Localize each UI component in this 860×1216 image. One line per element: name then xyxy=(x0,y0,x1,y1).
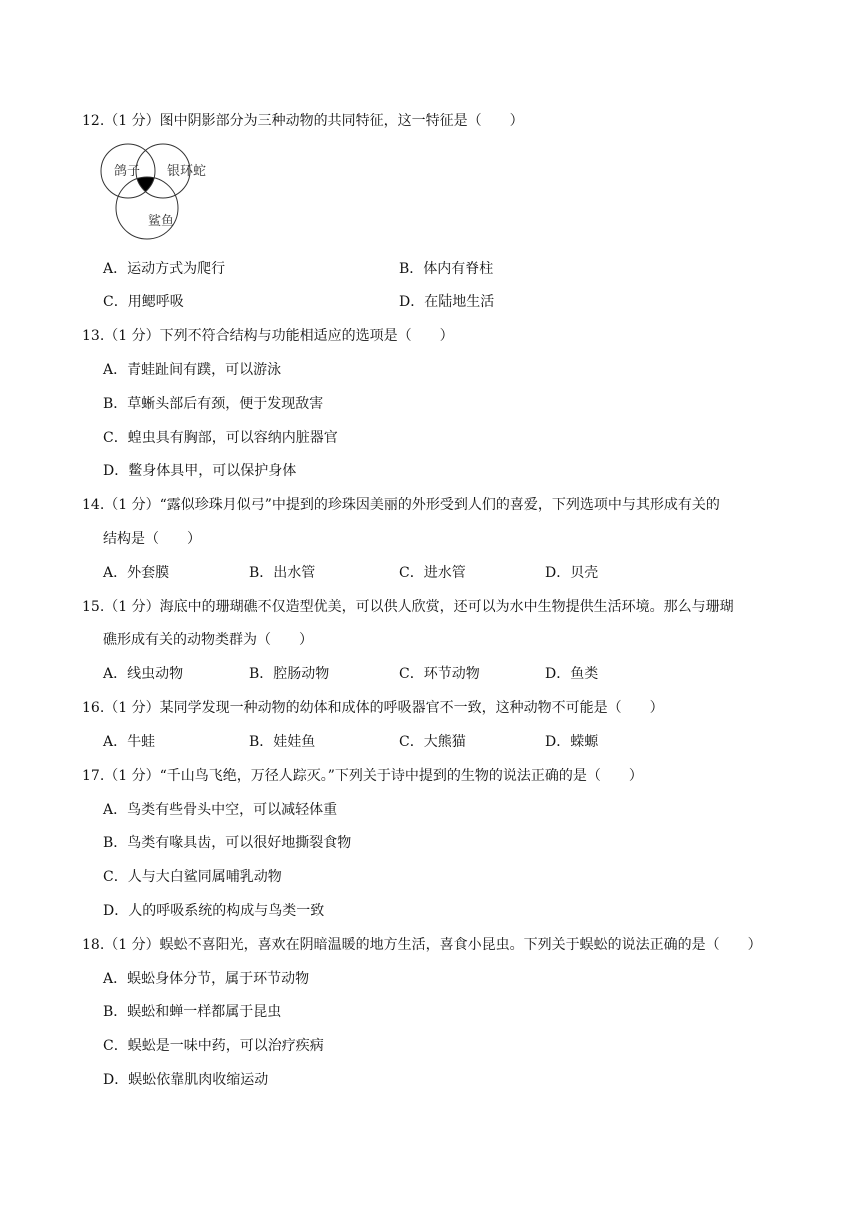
q15-option-d[interactable]: D．鱼类 xyxy=(545,666,599,682)
q16-option-b[interactable]: B．娃娃鱼 xyxy=(249,734,316,750)
q12-option-c[interactable]: C．用鳃呼吸 xyxy=(103,294,184,310)
q18-option-a[interactable]: A．蜈蚣身体分节，属于环节动物 xyxy=(103,971,310,987)
q14-option-c[interactable]: C．进水管 xyxy=(399,565,466,581)
q13-option-d[interactable]: D．鳖身体具甲，可以保护身体 xyxy=(103,463,297,479)
q16-option-d[interactable]: D．蝾螈 xyxy=(545,734,599,750)
question-18-stem: 18.（1 分）蜈蚣不喜阳光，喜欢在阴暗温暖的地方生活，喜食小昆虫。下列关于蜈蚣的说法正确的是（ ） xyxy=(82,937,762,953)
q17-option-a[interactable]: A．鸟类有些骨头中空，可以减轻体重 xyxy=(103,802,338,818)
q13-option-a[interactable]: A．青蛙趾间有蹼，可以游泳 xyxy=(103,362,282,378)
question-17-stem: 17.（1 分）“千山鸟飞绝，万径人踪灭。”下列关于诗中提到的生物的说法正确的是（ ） xyxy=(82,768,643,784)
q13-option-c[interactable]: C．蝗虫具有胸部，可以容纳内脏器官 xyxy=(103,430,338,446)
question-14-stem-continued: 结构是（ ） xyxy=(103,531,201,547)
venn-label-b: 银环蛇 xyxy=(167,164,207,179)
q14-option-a[interactable]: A．外套膜 xyxy=(103,565,170,581)
q15-option-a[interactable]: A．线虫动物 xyxy=(103,666,184,682)
q16-option-a[interactable]: A．牛蛙 xyxy=(103,734,156,750)
venn-label-c: 鲨鱼 xyxy=(148,214,175,229)
venn-diagram xyxy=(100,140,225,245)
question-12-stem: 12.（1 分）图中阴影部分为三种动物的共同特征，这一特征是（ ） xyxy=(82,113,524,129)
q15-option-b[interactable]: B．腔肠动物 xyxy=(249,666,330,682)
q12-option-b[interactable]: B．体内有脊柱 xyxy=(399,261,494,277)
question-13-stem: 13.（1 分）下列不符合结构与功能相适应的选项是（ ） xyxy=(82,328,454,344)
q14-option-b[interactable]: B．出水管 xyxy=(249,565,316,581)
question-14-stem: 14.（1 分）“露似珍珠月似弓”中提到的珍珠因美丽的外形受到人们的喜爱，下列选项中与其形成有关的 xyxy=(82,497,720,513)
q12-option-a[interactable]: A．运动方式为爬行 xyxy=(103,261,226,277)
q16-option-c[interactable]: C．大熊猫 xyxy=(399,734,466,750)
q14-option-d[interactable]: D．贝壳 xyxy=(545,565,599,581)
q12-option-d[interactable]: D．在陆地生活 xyxy=(399,294,495,310)
q15-option-c[interactable]: C．环节动物 xyxy=(399,666,480,682)
q17-option-d[interactable]: D．人的呼吸系统的构成与鸟类一致 xyxy=(103,903,325,919)
q18-option-c[interactable]: C．蜈蚣是一味中药，可以治疗疾病 xyxy=(103,1038,324,1054)
q18-option-b[interactable]: B．蜈蚣和蝉一样都属于昆虫 xyxy=(103,1004,282,1020)
q17-option-b[interactable]: B．鸟类有喙具齿，可以很好地撕裂食物 xyxy=(103,835,352,851)
q18-option-d[interactable]: D．蜈蚣依靠肌肉收缩运动 xyxy=(103,1072,269,1088)
venn-label-a: 鸽子 xyxy=(114,164,141,179)
q13-option-b[interactable]: B．草蜥头部后有颈，便于发现敌害 xyxy=(103,396,324,412)
question-15-stem: 15.（1 分）海底中的珊瑚礁不仅造型优美，可以供人欣赏，还可以为水中生物提供生活环境。那么与珊瑚 xyxy=(82,599,734,615)
question-16-stem: 16.（1 分）某同学发现一种动物的幼体和成体的呼吸器官不一致，这种动物不可能是（ ） xyxy=(82,700,664,716)
q17-option-c[interactable]: C．人与大白鲨同属哺乳动物 xyxy=(103,869,282,885)
question-15-stem-continued: 礁形成有关的动物类群为（ ） xyxy=(103,632,313,648)
